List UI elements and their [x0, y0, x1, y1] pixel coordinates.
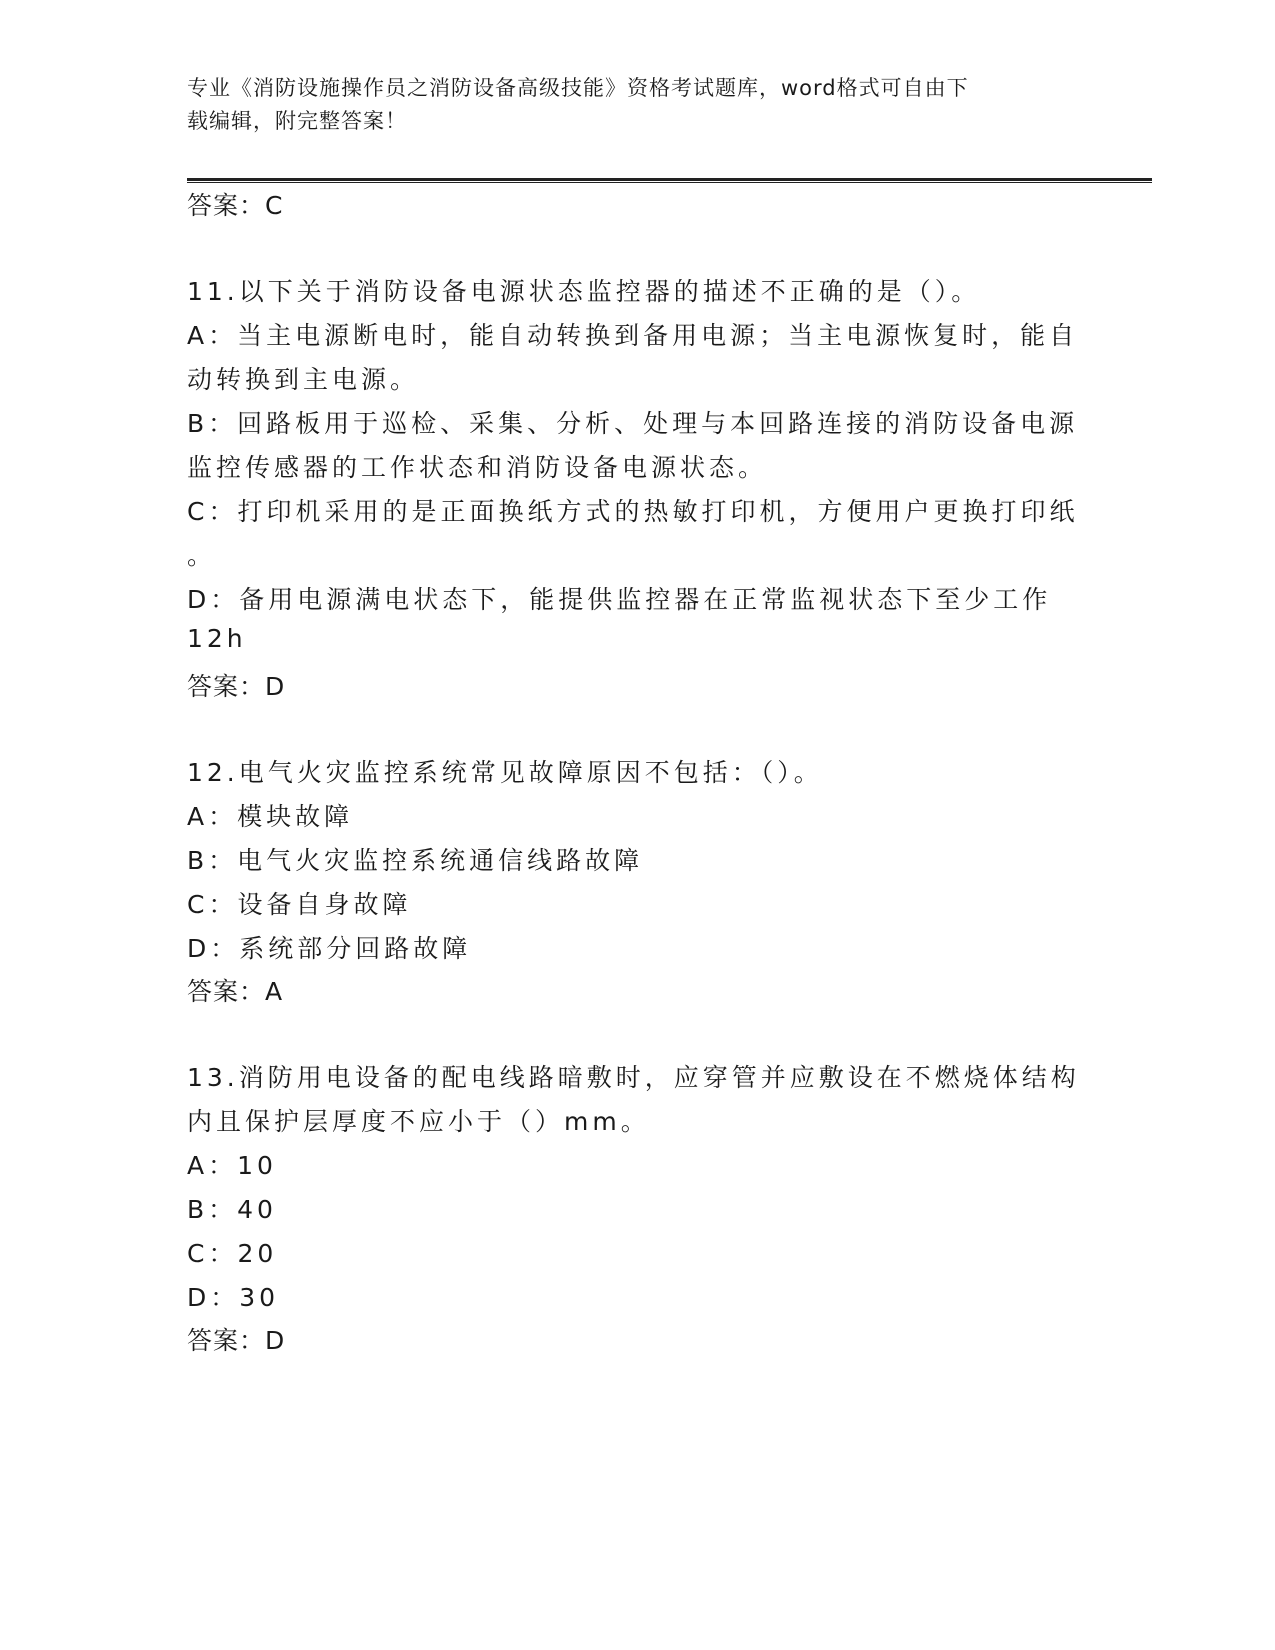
question-13-stem: 13.消防用电设备的配电线路暗敷时，应穿管并应敷设在不燃烧体结构	[187, 1063, 1080, 1092]
question-11-option-b-cont: 监控传感器的工作状态和消防设备电源状态。	[187, 453, 768, 482]
question-11-option-c-cont: 。	[187, 541, 217, 570]
question-13-stem-cont: 内且保护层厚度不应小于（）mm。	[187, 1107, 650, 1136]
question-13-option-d: D：30	[187, 1283, 280, 1312]
question-12-option-c: C：设备自身故障	[187, 890, 412, 919]
header-divider	[187, 178, 1152, 183]
question-11-answer: 答案：D	[187, 672, 286, 701]
header-line-1: 专业《消防设施操作员之消防设备高级技能》资格考试题库，word格式可自由下	[187, 76, 969, 100]
question-11-option-a: A：当主电源断电时，能自动转换到备用电源；当主电源恢复时，能自	[187, 321, 1079, 350]
question-12-option-d: D：系统部分回路故障	[187, 934, 472, 963]
question-12-option-b: B：电气火灾监控系统通信线路故障	[187, 846, 644, 875]
question-11-stem: 11.以下关于消防设备电源状态监控器的描述不正确的是（）。	[187, 277, 981, 306]
question-11-option-d: D：备用电源满电状态下，能提供监控器在正常监视状态下至少工作	[187, 585, 1052, 614]
question-13-option-b: B：40	[187, 1195, 277, 1224]
previous-answer: 答案：C	[187, 191, 284, 220]
question-13-option-c: C：20	[187, 1239, 278, 1268]
question-11-option-d-cont: 12h	[187, 624, 247, 653]
header-line-2: 载编辑，附完整答案！	[187, 109, 407, 133]
question-11-option-b: B：回路板用于巡检、采集、分析、处理与本回路连接的消防设备电源	[187, 409, 1079, 438]
question-13-option-a: A：10	[187, 1151, 277, 1180]
question-12-stem: 12.电气火灾监控系统常见故障原因不包括：（）。	[187, 758, 823, 787]
question-11-option-a-cont: 动转换到主电源。	[187, 365, 420, 394]
question-11-option-c: C：打印机采用的是正面换纸方式的热敏打印机，方便用户更换打印纸	[187, 497, 1079, 526]
document-header	[187, 72, 1077, 138]
question-12-answer: 答案：A	[187, 977, 284, 1006]
question-13-answer: 答案：D	[187, 1326, 286, 1355]
question-12-option-a: A：模块故障	[187, 802, 354, 831]
